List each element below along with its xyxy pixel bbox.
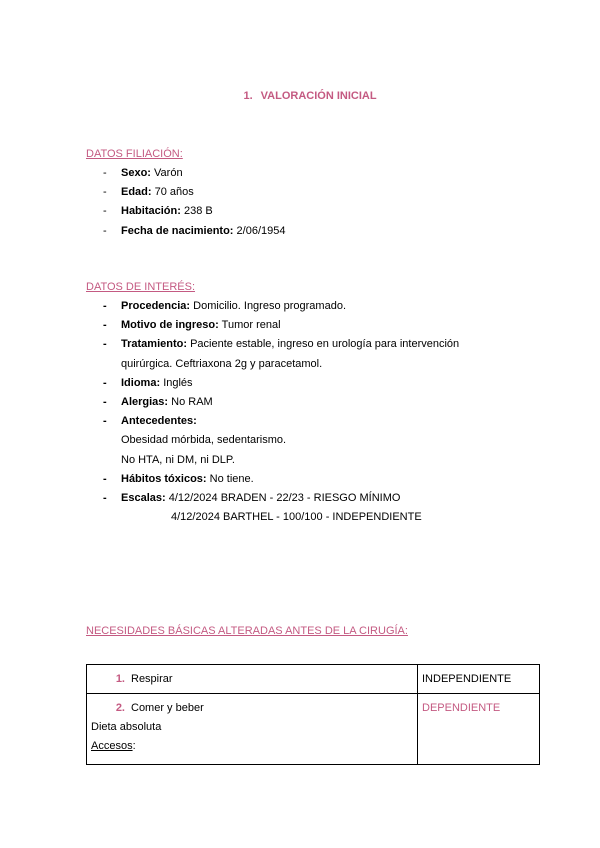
list-item: - Motivo de ingreso: Tumor renal [103,319,281,332]
necesidades-heading: NECESIDADES BÁSICAS ALTERADAS ANTES DE LA CIRUGÍA: [86,625,408,637]
list-item: - Escalas: 4/12/2024 BRADEN - 22/23 - RIESGO MÍNIMO [103,491,401,504]
interes-heading: DATOS DE INTERÉS: [86,281,196,293]
need-detail: Dieta absoluta [91,721,162,733]
list-item: - Tratamiento: Paciente estable, ingreso en urología para intervención [103,338,460,351]
filiacion-list [103,164,285,241]
list-item: - Sexo: Varón [103,167,183,179]
title-number: 1. [243,90,253,102]
list-item-continuation: 4/12/2024 BARTHEL - 100/100 - INDEPENDIENTE [171,511,422,524]
interes-list [103,297,459,527]
list-item: - Habitación: 238 B [103,205,213,218]
list-item: - Hábitos tóxicos: No tiene. [103,472,254,485]
need-name: Comer y beber [131,702,204,714]
list-item: - Alergias: No RAM [103,395,213,408]
list-item: - Fecha de nacimiento: 2/06/1954 [103,224,286,237]
page-title [0,90,600,102]
need-name: Respirar [131,673,173,685]
status-text: DEPENDIENTE [422,702,501,714]
filiacion-heading: DATOS FILIACIÓN: [86,148,183,160]
title-text: VALORACIÓN INICIAL [260,90,377,102]
need-detail: Accesos: [91,740,136,752]
need-cell: 1. Respirar [87,665,418,694]
list-item: - Antecedentes: [103,415,197,428]
list-item: - Procedencia: Domicilio. Ingreso programado. [103,300,347,312]
status-cell [418,665,540,694]
list-item-continuation: quirúrgica. Ceftriaxona 2g y paracetamol. [121,357,323,370]
status-text: INDEPENDIENTE [422,673,512,685]
list-item-continuation: No HTA, ni DM, ni DLP. [121,453,235,466]
needs-table [86,664,540,765]
need-cell: 2. Comer y beber Dieta absoluta Accesos: [87,694,418,765]
status-cell [418,694,540,765]
table-row [87,665,540,694]
list-item: - Edad: 70 años [103,186,194,199]
table-row [87,694,540,765]
list-item-continuation: Obesidad mórbida, sedentarismo. [121,434,287,447]
list-item: - Idioma: Inglés [103,376,193,389]
